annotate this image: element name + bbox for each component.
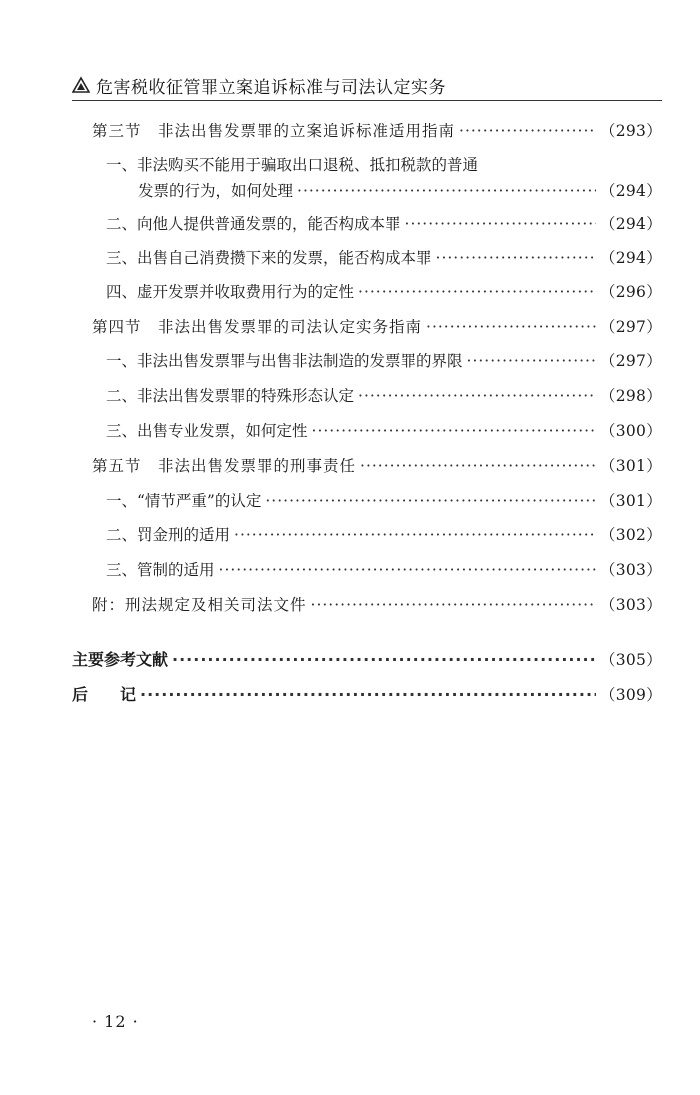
toc-entry-page: （309）	[599, 686, 662, 704]
dot-leader	[311, 594, 596, 616]
dot-leader	[297, 180, 596, 202]
dot-leader	[265, 490, 596, 512]
toc-entry-postscript[interactable]	[72, 684, 662, 706]
toc-entry-text: 三、出售专业发票，如何定性	[106, 422, 308, 440]
dot-leader	[358, 281, 596, 303]
dot-leader	[358, 385, 596, 407]
toc-entry-page: （297）	[599, 318, 662, 336]
toc-entry-text: 四、虚开发票并收取费用行为的定性	[106, 283, 355, 301]
toc-entry-page: （298）	[599, 387, 662, 405]
toc-entry-page: （303）	[599, 561, 662, 579]
dot-leader	[426, 316, 596, 338]
toc-entry-page: （294）	[599, 215, 662, 233]
toc-entry-section-3[interactable]	[92, 120, 662, 142]
toc-entry-text: 一、“情节严重”的认定	[106, 492, 262, 510]
toc-entry-page: （297）	[599, 352, 662, 370]
toc-entry-text: 二、罚金刑的适用	[106, 526, 231, 544]
toc-entry-item[interactable]	[106, 559, 662, 581]
toc-entry-text: 一、非法出售发票罪与出售非法制造的发票罪的界限	[106, 352, 463, 370]
toc-entry-item[interactable]	[106, 385, 662, 407]
toc-entry-appendix[interactable]	[92, 594, 662, 616]
toc-entry-text: 附：刑法规定及相关司法文件	[92, 596, 307, 614]
toc-entry-text: 后 记	[72, 685, 137, 704]
toc-entry-item[interactable]	[106, 281, 662, 303]
toc-entry-page: （296）	[599, 283, 662, 301]
toc-entry-text: 第三节 非法出售发票罪的立案追诉标准适用指南	[92, 122, 456, 140]
dot-leader	[405, 213, 596, 235]
toc-entry-text: 三、出售自己消费攒下来的发票，能否构成本罪	[106, 249, 432, 267]
toc-entry-text: 第四节 非法出售发票罪的司法认定实务指南	[92, 318, 423, 336]
dot-leader	[436, 247, 596, 269]
page-number: · 12 ·	[92, 1012, 139, 1031]
running-header	[72, 70, 662, 101]
toc-entry-item[interactable]	[106, 213, 662, 235]
toc-entry-text: 主要参考文献	[72, 650, 169, 669]
toc-entry-page: （303）	[599, 596, 662, 614]
toc-entry-item[interactable]	[106, 247, 662, 269]
toc-entry-page: （302）	[599, 526, 662, 544]
dot-leader	[312, 420, 596, 442]
toc-entry-text: 发票的行为，如何处理	[138, 182, 294, 200]
toc-entry-item[interactable]	[106, 420, 662, 442]
toc-entry-page: （294）	[599, 182, 662, 200]
book-title: 危害税收征管罪立案追诉标准与司法认定实务	[96, 77, 446, 98]
dot-leader	[467, 350, 596, 372]
toc-entry-text: 二、非法出售发票罪的特殊形态认定	[106, 387, 355, 405]
toc-entry-page: （301）	[599, 457, 662, 475]
toc-entry-item[interactable]	[106, 350, 662, 372]
toc-entry-page: （301）	[599, 492, 662, 510]
dot-leader	[172, 649, 596, 671]
toc-entry-item[interactable]	[138, 180, 662, 202]
toc-entry-page: （300）	[599, 422, 662, 440]
dot-leader	[234, 524, 596, 546]
dot-leader	[140, 684, 596, 706]
toc-entry-section-5[interactable]	[92, 455, 662, 477]
toc-entry-section-4[interactable]	[92, 316, 662, 338]
toc-entry-text: 二、向他人提供普通发票的，能否构成本罪	[106, 215, 401, 233]
toc-entry-item[interactable]	[106, 490, 662, 512]
dot-leader	[219, 559, 596, 581]
toc-entry-item[interactable]	[106, 524, 662, 546]
triangle-logo-icon	[72, 76, 90, 94]
toc-entry-text: 第五节 非法出售发票罪的刑事责任	[92, 457, 357, 475]
toc-entry-text: 三、管制的适用	[106, 561, 215, 579]
toc-entry-line1: 一、非法购买不能用于骗取出口退税、抵扣税款的普通	[106, 156, 479, 174]
toc-entry-page: （293）	[599, 122, 662, 140]
toc-entry-page: （305）	[599, 651, 662, 669]
toc-entry-references[interactable]	[72, 649, 662, 671]
dot-leader	[459, 120, 596, 142]
toc-entry-page: （294）	[599, 249, 662, 267]
dot-leader	[360, 455, 596, 477]
